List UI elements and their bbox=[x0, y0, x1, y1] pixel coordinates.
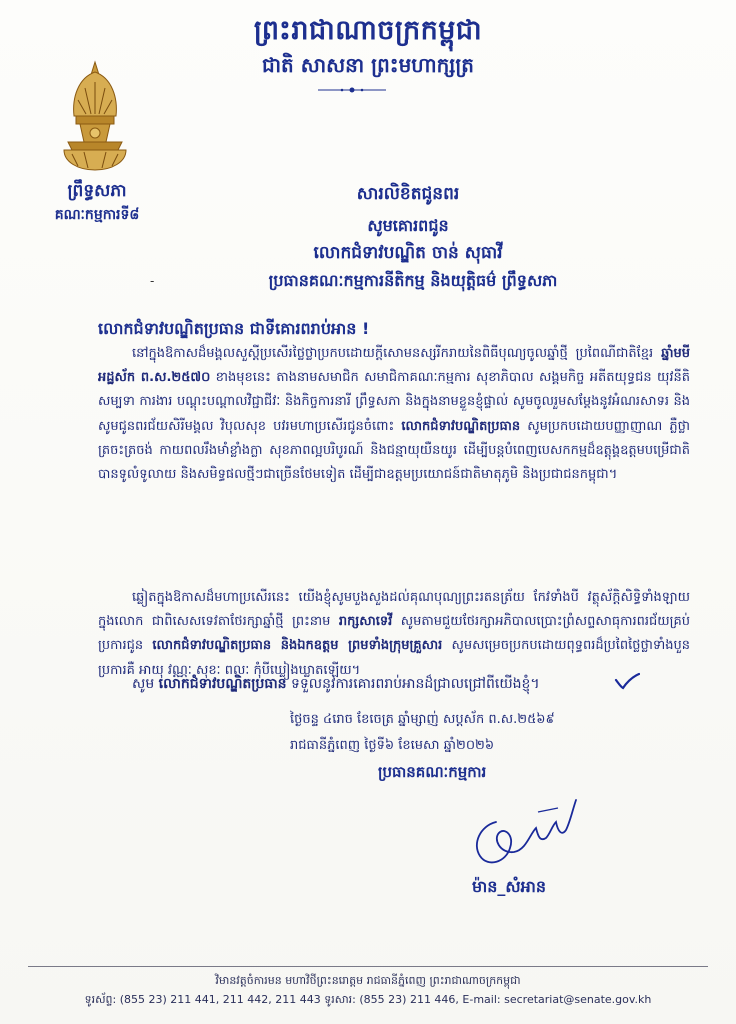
handwritten-tick-icon bbox=[614, 672, 640, 690]
signer-title: ប្រធានគណៈកម្មការ bbox=[378, 763, 487, 781]
p2-text-a: ឆ្លៀតក្នុងឱកាសដ៏មហាប្រសើរនេះ យើងខ្ញុំសូមបួងសួងដល់គុណបុណ្យព្រះរតនត្រ័យ កែវទាំងបី វត្ថុស័ក្តិសិទ្ធិទាំងឡាយក្នុងលោក ជាពិសេសទេវតាថែរក្សាឆ្នាំថ្មី ព្រះនាម bbox=[98, 590, 690, 630]
divider-ornament-icon bbox=[318, 86, 386, 94]
p3-recipient-bold: លោកជំទាវបណ្ឌិតប្រធាន bbox=[158, 676, 287, 692]
p1-text-c: ខាងមុខនេះ តាងនាមសមាជិក សមាជិកាគណៈកម្មការ សុខាភិបាល សង្គមកិច្ច អតីតយុទ្ធជន យុវនីតិសម្បទា ការងារ បណ្តុះបណ្តាលវិជ្ជាជីវៈ និងកិច្ចការនារី ព្រឹទ្ធសភា និងក្នុងនាមខ្លួនខ្ញុំផ្ទាល់ សូមចូលរួមសម្តែងនូវអំណរសាទរ និងសូមជូនពរជ័យសិរីមង្គល វិបុលសុខ បវរមហាប្រសើរជូនចំពោះ bbox=[98, 370, 690, 434]
p3-text-c: ទទួលនូវការគោរពរាប់អានដ៏ជ្រាលជ្រៅពីយើងខ្ញុំ។ bbox=[286, 676, 540, 692]
signer-name: ម៉ាន_សំអាន bbox=[472, 877, 547, 896]
senate-emblem-icon bbox=[58, 58, 132, 176]
attention-line: សូមគោរពជូន bbox=[367, 216, 449, 235]
closing-line bbox=[132, 674, 540, 695]
p1-year-bold: ឆ្នាំមមី អដ្ឋស័ក ព.ស.២៥៧០ bbox=[98, 346, 690, 386]
body-paragraph-2 bbox=[98, 586, 690, 684]
p1-recipient-bold: លោកជំទាវបណ្ឌិតប្រធាន bbox=[401, 418, 521, 434]
p3-text-a: សូម bbox=[132, 676, 159, 692]
footer-contact: ទូរស័ព្ទ: (855 23) 211 441, 211 442, 211 443 ទូរសារ: (855 23) 211 446, E-mail: secretariat@senate.gov.kh bbox=[84, 993, 652, 1006]
salutation: លោកជំទាវបណ្ឌិតប្រធាន ជាទីគោរពរាប់អាន ! bbox=[98, 319, 370, 338]
p2-text-e: សូមសម្រេចប្រកបដោយពុទ្ធពរដ៏ប្រពៃថ្លៃថ្លាទាំងបួនប្រការគឺ អាយុ វណ្ណៈ សុខៈ ពលៈ កុំបីឃ្លៀងឃ្លាតឡើយ។ bbox=[98, 638, 691, 678]
committee-name: គណៈកម្មការទី៨ bbox=[54, 207, 140, 223]
national-motto: ជាតិ សាសនា ព្រះមហាក្សត្រ bbox=[262, 53, 474, 77]
recipient-title: ប្រធានគណៈកម្មការនីតិកម្ម និងយុត្តិធម៌ ព្រឹទ្ធសភា bbox=[268, 271, 558, 290]
p2-text-c: សូមតាមជួយថែរក្សាអភិបាលប្រោះព្រំសព្ទសាធុការពរជ័យគ្រប់ប្រការជូន bbox=[98, 614, 690, 654]
kingdom-heading: ព្រះរាជាណាចក្រកម្ពុជា bbox=[253, 15, 483, 46]
handwritten-signature-icon bbox=[466, 792, 580, 874]
dash-mark: - bbox=[150, 274, 155, 288]
p2-deity-bold: រាក្សសាទេវី bbox=[338, 614, 393, 630]
solar-date: រាជធានីភ្នំពេញ ថ្ងៃទី៦ ខែមេសា ឆ្នាំ២០២៦ bbox=[290, 738, 495, 753]
footer-divider bbox=[28, 966, 708, 967]
lunar-date: ថ្ងៃចន្ទ ៤រោច ខែចេត្រ ឆ្នាំម្សាញ់ សប្តស័ក ព.ស.២៥៦៩ bbox=[290, 712, 555, 727]
p1-text-e: សូមប្រកបដោយបញ្ញាញាណ ភ្លឺថ្លាត្រចះត្រចង់ កាយពលរឹងមាំខ្លាំងក្លា សុខភាពល្អបរិបូរណ៍ និងជន្មាយុយឺនយូរ ដើម្បីបន្តបំពេញបេសកកម្មដ៏ឧត្តុង្គឧត្តមបម្រើជាតិបានទូលំទូលាយ និងសមិទ្ធផលថ្មីៗជាច្រើនថែមទៀត ដើម្បីជាឧត្តមប្រយោជន៍ជាតិមាតុភូមិ និងប្រជាជនកម្ពុជា។ bbox=[98, 418, 690, 483]
body-paragraph-1 bbox=[98, 342, 690, 584]
organization-name: ព្រឹទ្ធសភា bbox=[67, 181, 127, 201]
recipient-name: លោកជំទាវបណ្ឌិត ចាន់ សុធាវី bbox=[313, 243, 503, 263]
p1-text-a: នៅក្នុងឱកាសដ៏មង្គលសួស្តីប្រសើរថ្លៃថ្លាប្រកបដោយក្តីសោមនស្សរីករាយនៃពិធីបុណ្យចូលឆ្នាំថ្មី ប្រពៃណីជាតិខ្មែរ bbox=[132, 346, 662, 361]
footer-address: វិមានវត្តចំការមន មហាវិថីព្រះនរោត្តម រាជធានីភ្នំពេញ ព្រះរាជាណាចក្រកម្ពុជា bbox=[215, 974, 521, 987]
letter-type-title: សារលិខិតជូនពរ bbox=[356, 184, 460, 204]
p2-recipient-bold: លោកជំទាវបណ្ឌិតប្រធាន និងឯកឧត្តម ព្រមទាំងក្រុមគ្រួសារ bbox=[152, 638, 443, 654]
